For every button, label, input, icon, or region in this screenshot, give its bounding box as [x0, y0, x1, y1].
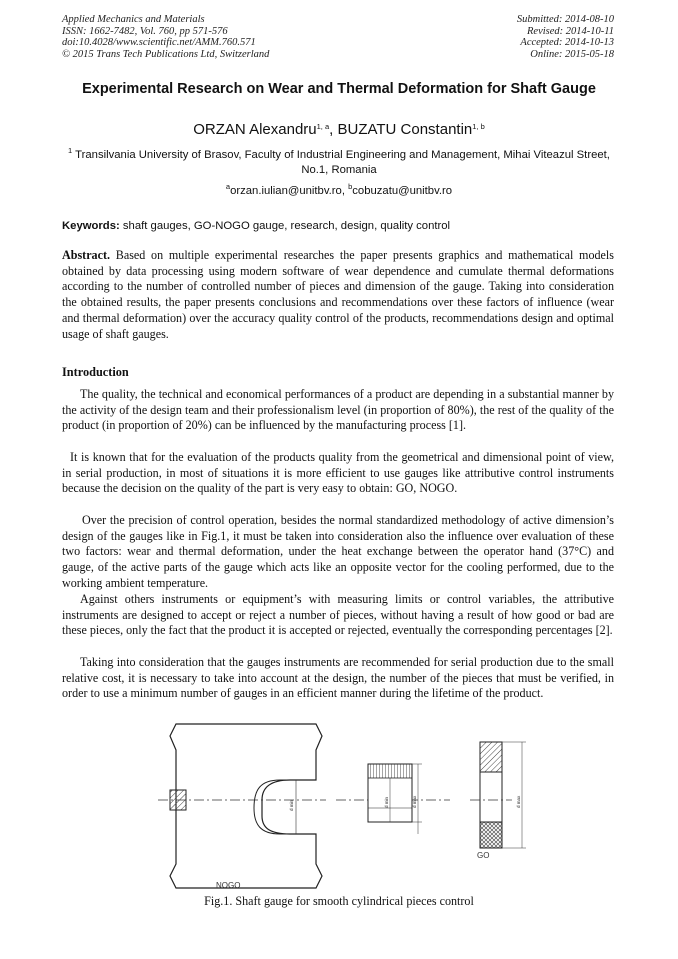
submission-dates	[517, 14, 614, 60]
date-accepted: Accepted: 2014-10-13	[520, 37, 614, 49]
c-gauge-body	[170, 724, 322, 888]
plug-knurl-band	[368, 764, 412, 778]
abstract-text: Based on multiple experimental researches the paper presents graphics and mathematical models obtained by data processing using modern software of wear dependence and cumulate thermal deformations according to the number of controlled number of pieces and dimension of the gauge. Taking into consideration the obtained results, the paper presents conclusions and recommendations over these factors of influence (wear and thermal deformation) over the accuracy quality control of the products, recommendations design and optimal usage of shaft gauges.	[62, 248, 614, 341]
email-a[interactable]: orzan.iulian@unitbv.ro	[230, 185, 342, 197]
keywords	[62, 219, 616, 234]
author-separator: ,	[329, 121, 338, 138]
date-revised: Revised: 2014-10-11	[527, 25, 614, 37]
email-b[interactable]: cobuzatu@unitbv.ro	[352, 185, 453, 197]
paper-title: Experimental Research on Wear and Thermal Deformation for Shaft Gauge	[82, 81, 596, 97]
author-emails	[62, 184, 616, 198]
affiliation	[62, 148, 616, 178]
date-online: Online: 2015-05-18	[530, 48, 614, 60]
author-2: BUZATU Constantin	[337, 121, 473, 138]
go-ring-center	[480, 772, 502, 822]
intro-paragraph-5: Taking into consideration that the gauges instruments are recommended for serial production due to the small relative cost, it is necessary to take into account at the design, the number of the pieces that must be verified, in order to use a minimum number of gauges in an efficient manner during the lifetime of the product.	[62, 655, 614, 701]
author-list	[62, 121, 616, 139]
keywords-label: Keywords:	[62, 220, 120, 232]
email-a-mark: a	[225, 182, 231, 191]
go-ring-bottom-crosshatch	[480, 822, 502, 848]
journal-copyright: © 2015 Trans Tech Publications Ltd, Switzerland	[62, 48, 270, 60]
c-gauge-inner-jaw	[254, 780, 316, 834]
email-separator: ,	[341, 185, 349, 197]
abstract-label: Abstract.	[62, 248, 111, 262]
shaft-gauge-figure	[150, 716, 540, 896]
author-1: ORZAN Alexandru	[193, 121, 317, 138]
date-submitted: Submitted: 2014-08-10	[516, 14, 614, 25]
affiliation-text: Transilvania University of Brasov, Faculty of Industrial Engineering and Management, Mihai Viteazul Street, No.1, Romania	[72, 149, 610, 176]
email-b-mark: b	[348, 182, 353, 191]
go-ring-top-hatch	[480, 742, 502, 772]
intro-paragraph-1: The quality, the technical and economical performances of a product are depending in a substantial manner by the activity of the design team and their professionalism level (in proportion of 80%), the rest of the quality of the product (in proportion of 20%) can be influenced by the manufacturing process [1].	[62, 387, 614, 433]
section-heading-introduction: Introduction	[62, 365, 129, 379]
abstract	[62, 248, 614, 342]
figure-caption: Fig.1. Shaft gauge for smooth cylindrical pieces control	[204, 894, 474, 908]
plug-dim-label-max: d max	[412, 795, 417, 808]
intro-paragraph-4: Against others instruments or equipment’s with measuring limits or control variables, the attributive instruments are designed to accept or reject a number of pieces, without having a result of how good or bad are these pieces, only the fact that the product it is accepted or rejected, eventually the corresponding percentages [2].	[62, 592, 614, 638]
author-2-affil: 1, b	[472, 122, 485, 131]
intro-paragraph-3: Over the precision of control operation, besides the normal standardized methodology of active dimension’s design of the gauges like in Fig.1, it must be taken into consideration also the influence over evaluation of these two factors: wear and thermal deformation, under the heat exchange between the operator hand (37°C) and gauge, of the active parts of the gauge which acts like an opposite vector for the cooling performed, due to the working ambient temperature.	[62, 513, 614, 590]
go-dim-label: d max	[516, 795, 521, 808]
plug-dim-label-min: d min	[384, 796, 389, 808]
c-gauge-dim-label: d min	[289, 799, 294, 811]
go-label: GO	[477, 851, 490, 860]
nogo-label: NOGO	[216, 881, 241, 890]
affiliation-mark: 1	[68, 146, 73, 155]
journal-info	[62, 14, 269, 60]
keywords-text: shaft gauges, GO-NOGO gauge, research, design, quality control	[119, 220, 451, 232]
intro-paragraph-2: It is known that for the evaluation of the products quality from the geometrical and dimensional point of view, in serial production, in most of situations it is more efficient to use gauges like attributive control instruments because the decision on the quality of the part is very easy to obtain: GO, NOGO.	[62, 450, 614, 496]
journal-issn: ISSN: 1662-7482, Vol. 760, pp 571-576	[62, 25, 228, 37]
journal-name: Applied Mechanics and Materials	[62, 14, 205, 25]
journal-doi: doi:10.4028/www.scientific.net/AMM.760.571	[62, 37, 256, 49]
author-1-affil: 1, a	[316, 122, 330, 131]
